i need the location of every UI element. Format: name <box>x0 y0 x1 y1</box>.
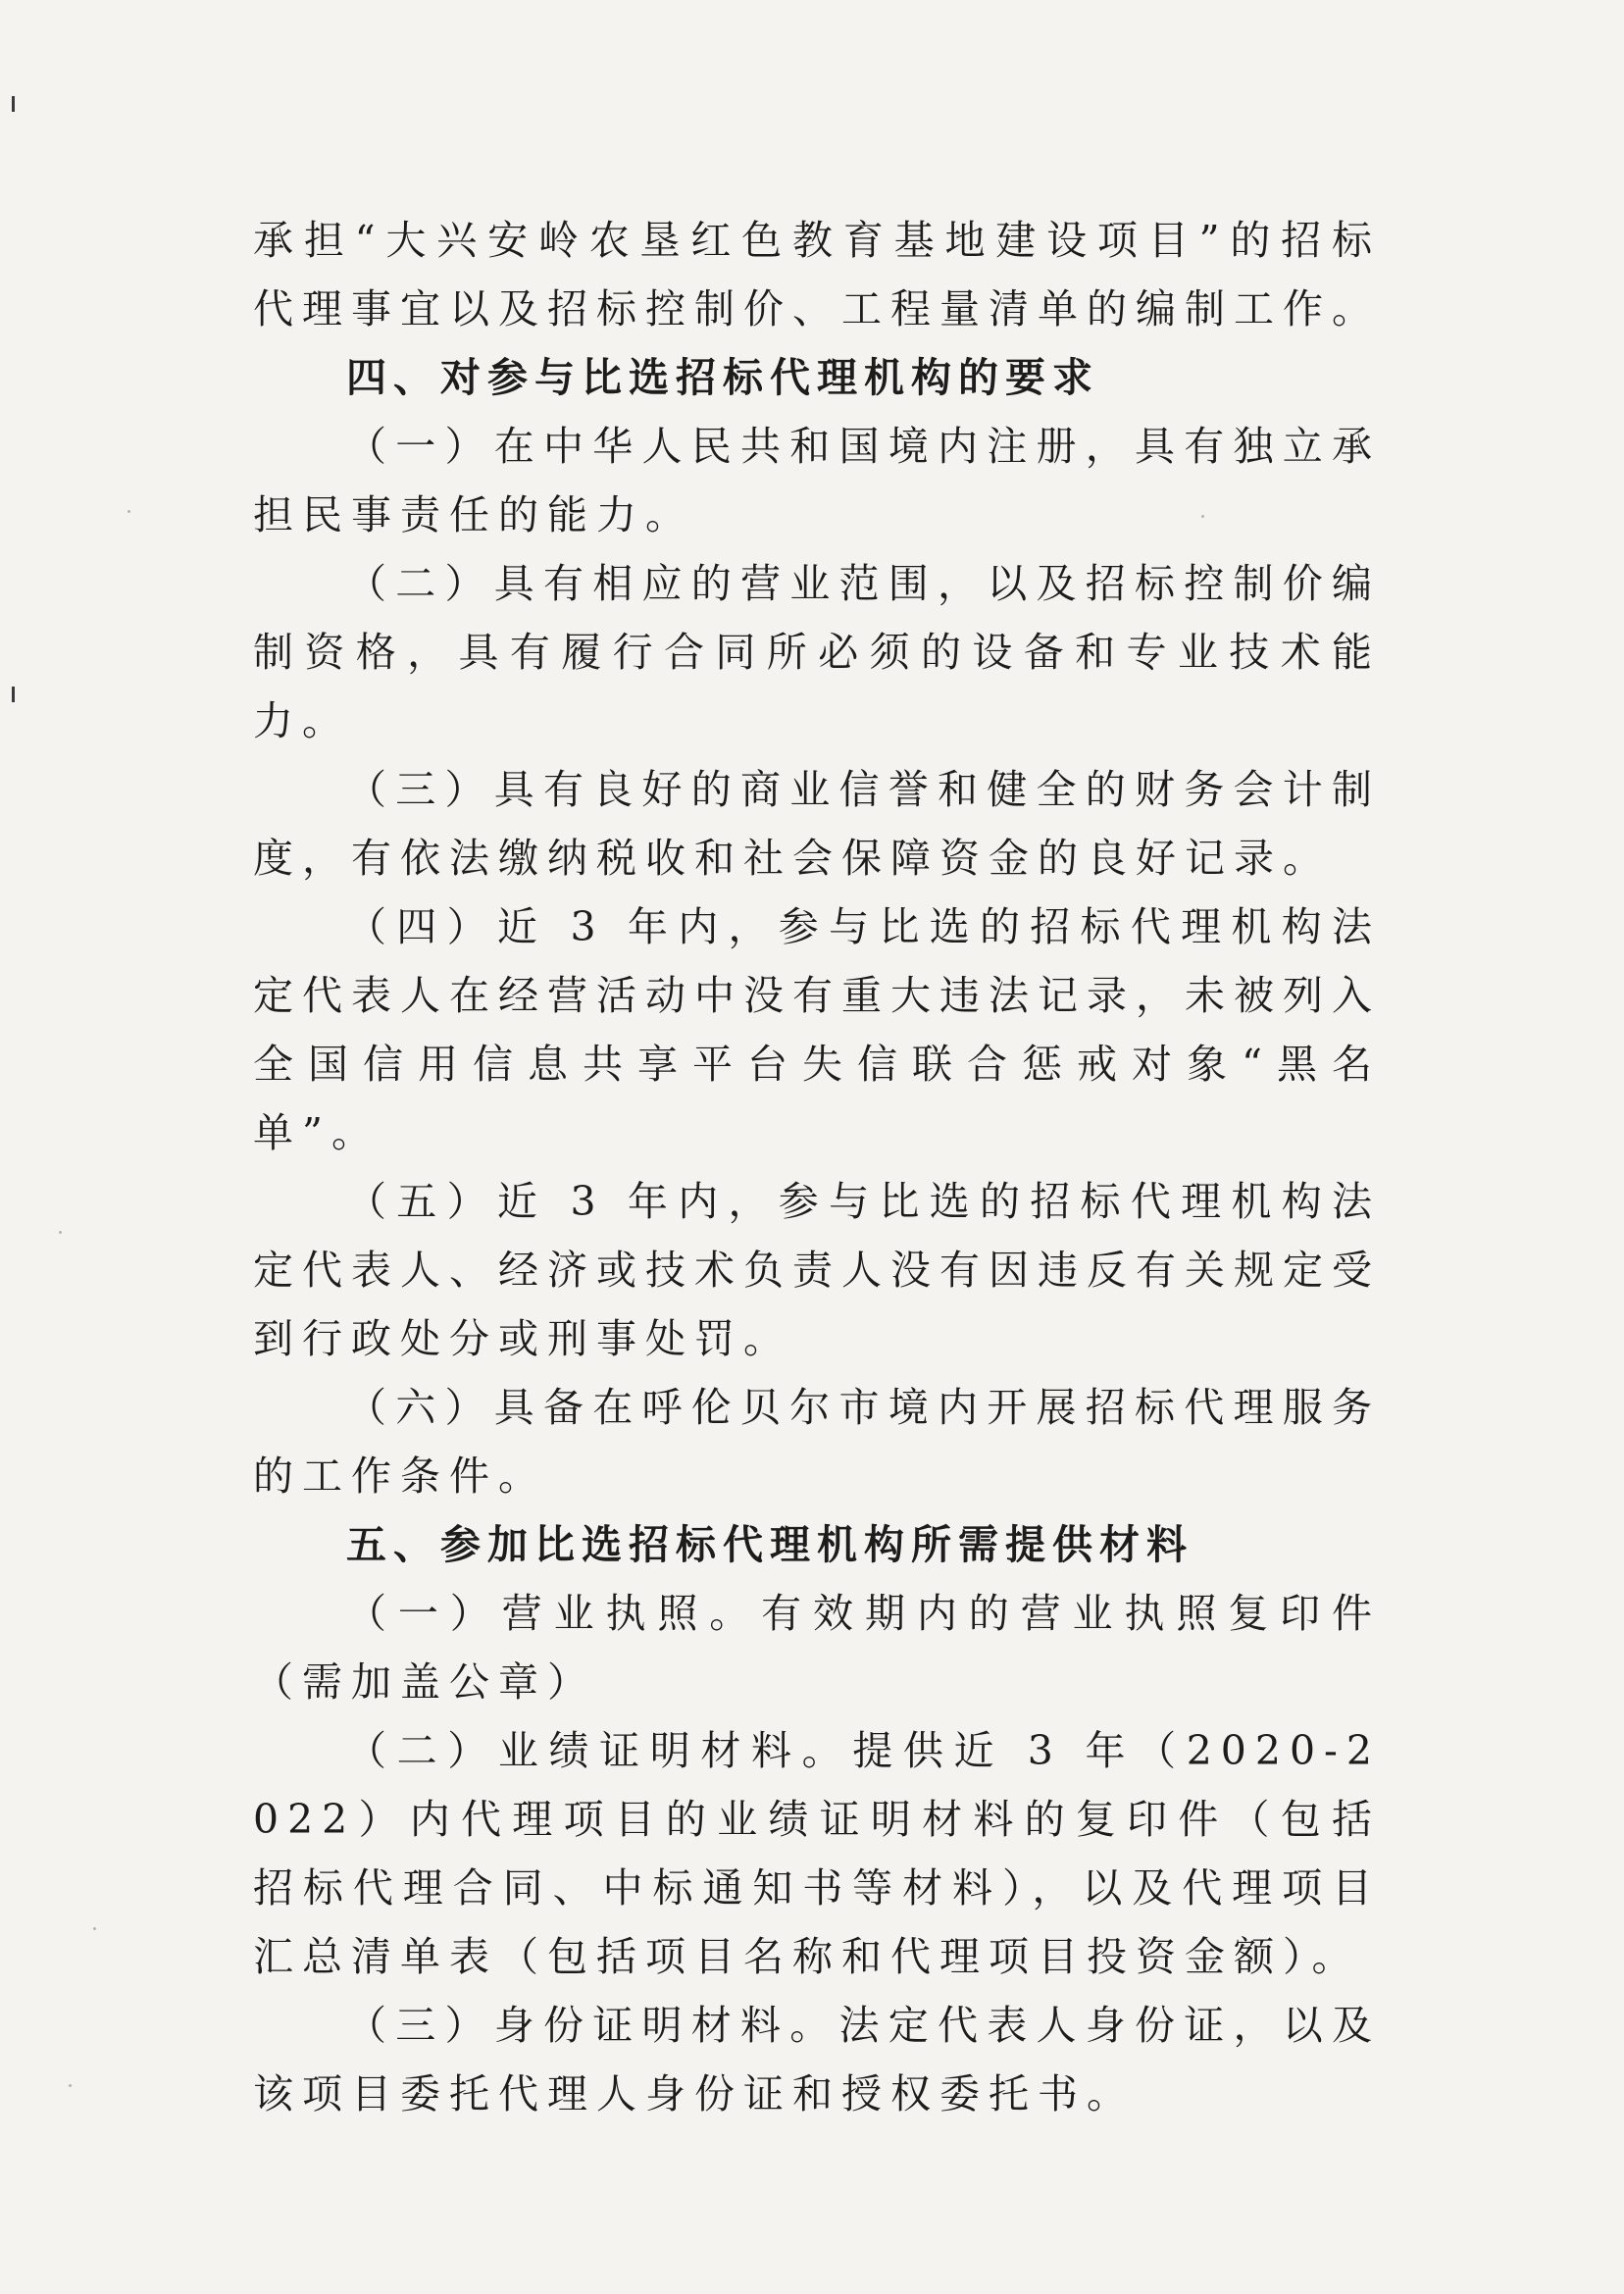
scan-speck <box>59 1231 62 1234</box>
section-heading-four: 四、对参与比选招标代理机构的要求 <box>346 354 1099 401</box>
scan-margin-mark <box>12 96 15 112</box>
scan-margin-mark <box>12 687 15 702</box>
paragraph-continuation: 承担“大兴安岭农垦红色教育基地建设项目”的招标代理事宜以及招标控制价、工程量清单的编制工作。 <box>253 217 1381 332</box>
requirement-item-3: （三）具有良好的商业信誉和健全的财务会计制度，有依法缴纳税收和社会保障资金的良好记录。 <box>253 766 1381 882</box>
material-item-3: （三）身份证明材料。法定代表人身份证，以及该项目委托代理人身份证和授权委托书。 <box>253 2002 1381 2117</box>
requirement-item-6: （六）具备在呼伦贝尔市境内开展招标代理服务的工作条件。 <box>253 1384 1381 1500</box>
requirement-item-2: （二）具有相应的营业范围，以及招标控制价编制资格，具有履行合同所必须的设备和专业技术能力。 <box>253 560 1381 744</box>
scan-speck <box>69 2084 72 2087</box>
material-item-2: （二）业绩证明材料。提供近 3 年（2020-2022）内代理项目的业绩证明材料的复印件（包括招标代理合同、中标通知书等材料），以及代理项目汇总清单表（包括项目名称和代理项目投资金额）。 <box>253 1727 1381 1980</box>
scan-speck <box>127 510 130 513</box>
requirement-item-1: （一）在中华人民共和国境内注册，具有独立承担民事责任的能力。 <box>253 423 1381 538</box>
material-item-1: （一）营业执照。有效期内的营业执照复印件（需加盖公章） <box>253 1590 1381 1706</box>
scan-speck <box>93 1927 96 1930</box>
requirement-item-5: （五）近 3 年内，参与比选的招标代理机构法定代表人、经济或技术负责人没有因违反有关规定受到行政处分或刑事处罚。 <box>253 1178 1381 1362</box>
document-body <box>253 206 1381 2128</box>
section-heading-five: 五、参加比选招标代理机构所需提供材料 <box>346 1521 1193 1568</box>
requirement-item-4: （四）近 3 年内，参与比选的招标代理机构法定代表人在经营活动中没有重大违法记录，未被列入全国信用信息共享平台失信联合惩戒对象“黑名单”。 <box>253 903 1381 1156</box>
